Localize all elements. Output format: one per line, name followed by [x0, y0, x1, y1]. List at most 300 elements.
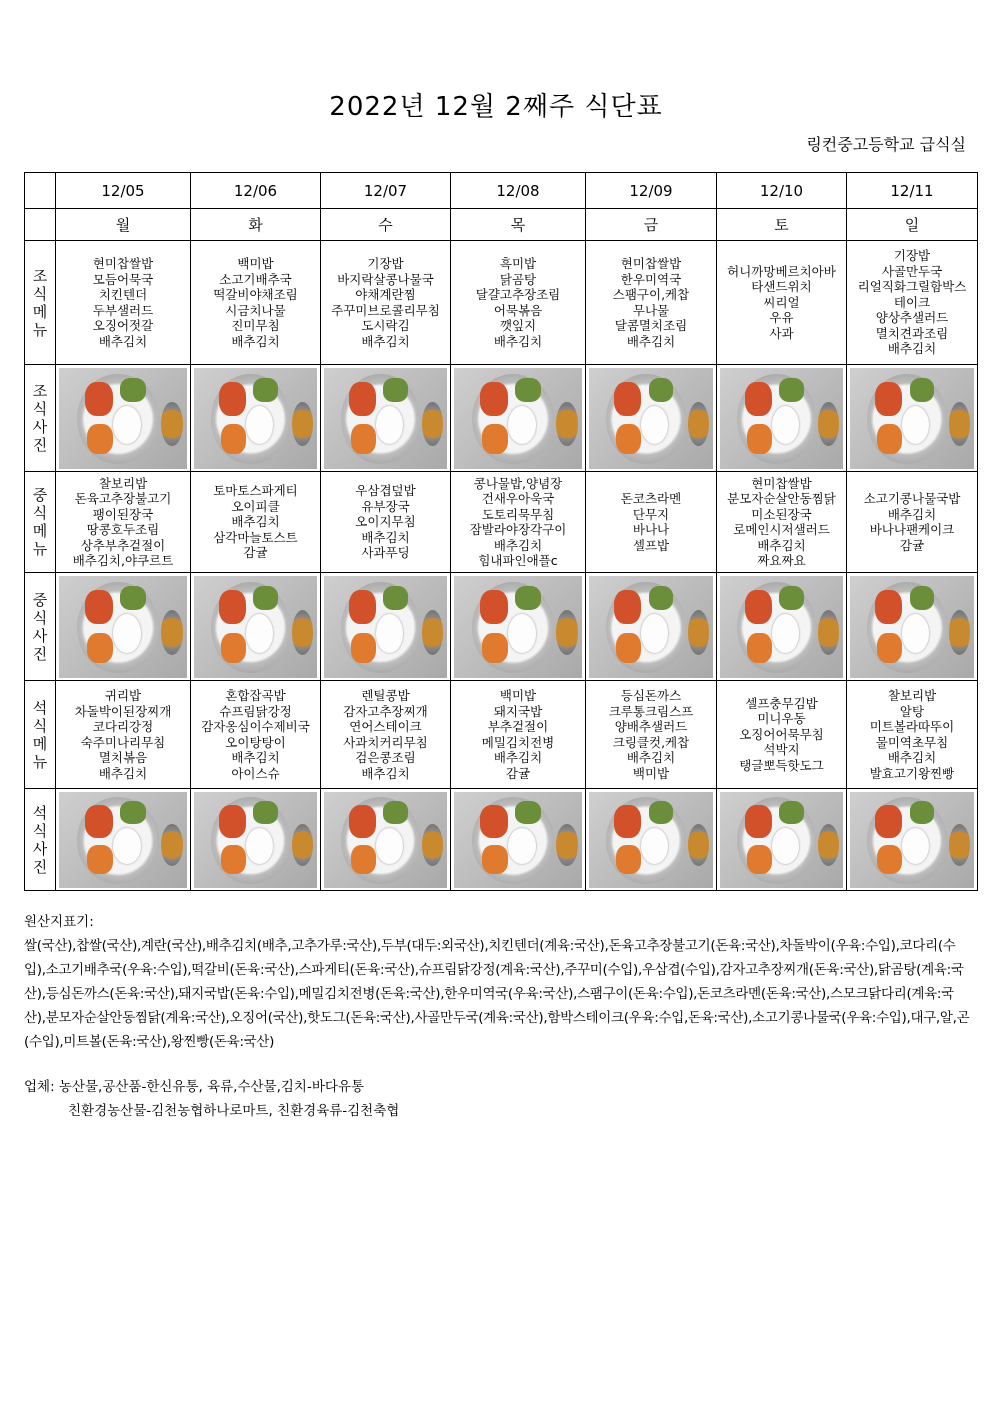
photo-cell — [847, 573, 978, 681]
food-rice — [772, 614, 799, 653]
menu-item: 토마토스파게티 — [213, 483, 298, 499]
food-soup — [818, 824, 839, 866]
menu-item: 허니까망베르치아바 — [727, 263, 836, 279]
menu-item: 양상추샐러드 — [875, 310, 949, 326]
menu-item: 발효고기왕찐빵 — [869, 765, 955, 781]
food-soup — [949, 610, 970, 655]
menu-item: 타샌드위치 — [751, 279, 812, 295]
food-soup — [292, 824, 313, 866]
meal-photo — [59, 792, 187, 888]
menu-item: 사과푸딩 — [361, 545, 410, 561]
food-rice — [246, 828, 273, 864]
row-label-char: 중 — [32, 590, 48, 609]
food-rice — [376, 614, 403, 653]
origin-heading: 원산지표기: — [24, 914, 94, 930]
food-c — [779, 801, 804, 824]
menu-item: 찰보리밥 — [98, 475, 148, 491]
menu-cell — [847, 241, 978, 365]
menu-item: 어묵볶음 — [493, 302, 543, 318]
food-rice — [376, 828, 403, 864]
menu-item: 배추김치 — [231, 514, 280, 530]
menu-item: 미니우동 — [757, 711, 806, 727]
menu-item: 유부장국 — [361, 498, 410, 514]
food-c — [515, 586, 541, 610]
vendor-line-1: 업체: 농산물,공산품-한신유통, 육류,수산물,김치-바다유통 — [24, 1079, 364, 1095]
menu-item: 기장밥 — [367, 256, 404, 271]
photo-cell — [321, 365, 451, 472]
menu-item: 시금치나물 — [225, 302, 286, 318]
menu-item: 돼지국밥 — [493, 703, 543, 719]
menu-item: 석박지 — [763, 742, 800, 758]
menu-item: 현미찹쌀밥 — [620, 256, 682, 271]
food-a — [745, 805, 772, 838]
food-c — [779, 378, 804, 402]
meal-photo — [59, 576, 187, 678]
weekday-cell: 화 — [191, 209, 321, 241]
meal-photo — [720, 576, 843, 678]
menu-cell — [586, 472, 717, 573]
row-label-char: 식 — [32, 504, 48, 522]
menu-item: 코다리강정 — [92, 719, 154, 734]
food-a — [745, 382, 772, 416]
food-rice — [376, 406, 403, 444]
food-a — [85, 805, 113, 838]
food-soup — [818, 610, 839, 655]
menu-item: 두부샐러드 — [92, 302, 154, 318]
food-soup — [556, 824, 578, 866]
menu-item: 바나나 — [632, 522, 670, 537]
menu-item: 단무지 — [632, 506, 670, 522]
row-label — [25, 472, 56, 573]
meal-photo — [589, 792, 713, 888]
weekday-cell: 토 — [717, 209, 847, 241]
food-soup — [292, 402, 313, 446]
menu-item: 배추김치 — [493, 750, 543, 765]
food-b — [482, 424, 508, 454]
menu-item: 연어스테이크 — [349, 719, 422, 734]
row-label-char: 조 — [32, 266, 48, 285]
food-b — [87, 424, 113, 454]
menu-item: 양배추샐러드 — [614, 719, 688, 734]
food-rice — [772, 828, 799, 864]
food-a — [614, 805, 641, 838]
date-cell: 12/06 — [191, 173, 321, 209]
food-rice — [772, 406, 799, 444]
menu-item: 삼각마늘토스트 — [213, 529, 298, 545]
row-label-char: 진 — [32, 644, 48, 663]
food-c — [515, 801, 541, 824]
row-label-char: 메 — [32, 302, 48, 321]
menu-item: 미소된장국 — [751, 506, 812, 522]
meal-photo — [324, 792, 447, 888]
menu-row — [25, 472, 978, 573]
menu-cell — [191, 472, 321, 573]
row-label-char: 석 — [32, 698, 48, 717]
photo-cell — [717, 789, 847, 891]
food-rice — [508, 614, 536, 653]
row-label-char: 사 — [32, 839, 48, 858]
food-c — [383, 586, 408, 610]
food-b — [616, 845, 641, 874]
menu-item: 씨리얼 — [763, 294, 800, 310]
menu-item: 감귤 — [505, 765, 531, 781]
photo-cell — [717, 365, 847, 472]
food-c — [779, 586, 804, 610]
row-label — [25, 789, 56, 891]
food-b — [877, 633, 902, 664]
menu-item: 등심돈까스 — [620, 688, 682, 703]
menu-cell — [321, 681, 451, 789]
menu-item: 오징어어묵무침 — [739, 726, 824, 742]
menu-item: 소고기배추국 — [219, 271, 292, 287]
menu-cell — [586, 681, 717, 789]
photo-cell — [586, 789, 717, 891]
meal-photo — [194, 368, 317, 469]
food-a — [349, 805, 376, 838]
menu-item: 달콤멸치조림 — [614, 318, 688, 333]
meal-photo — [324, 368, 447, 469]
meal-photo — [720, 792, 843, 888]
menu-cell — [847, 472, 978, 573]
food-b — [351, 845, 376, 874]
photo-cell — [56, 573, 191, 681]
weekday-cell: 금 — [586, 209, 717, 241]
menu-cell — [451, 681, 586, 789]
food-b — [87, 845, 113, 874]
menu-item: 테이크 — [893, 294, 931, 310]
menu-item: 렌틸콩밥 — [361, 688, 410, 703]
row-label-char: 사 — [32, 418, 48, 436]
menu-item: 오이지무침 — [355, 514, 416, 530]
row-label-char: 석 — [32, 803, 48, 822]
menu-item: 알탕 — [899, 703, 925, 719]
row-label-char: 식 — [32, 400, 48, 418]
food-rice — [508, 828, 536, 864]
menu-item: 아이스슈 — [231, 765, 280, 781]
row-label — [25, 681, 56, 789]
food-soup — [422, 824, 443, 866]
menu-item: 진미무침 — [231, 318, 280, 333]
food-a — [219, 805, 246, 838]
menu-item: 기장밥 — [893, 248, 931, 264]
menu-item: 잠발라야장각구이 — [469, 522, 567, 537]
school-name: 링컨중고등학교 급식실 — [806, 135, 966, 154]
food-a — [219, 382, 246, 416]
food-b — [221, 633, 246, 664]
menu-item: 흑미밥 — [499, 256, 537, 271]
menu-item: 로메인시저샐러드 — [733, 522, 830, 537]
menu-item: 도시락김 — [361, 318, 410, 333]
menu-item: 배추김치,야쿠르트 — [72, 553, 174, 568]
food-a — [480, 382, 508, 416]
row-label-char: 뉴 — [32, 540, 48, 558]
menu-item: 분모자순살안동찜닭 — [727, 491, 836, 506]
food-b — [351, 633, 376, 664]
menu-item: 미트볼라따뚜이 — [869, 719, 955, 734]
photo-cell — [56, 789, 191, 891]
photo-row — [25, 789, 978, 891]
menu-item: 배추김치 — [361, 529, 410, 545]
date-cell: 12/11 — [847, 173, 978, 209]
food-soup — [161, 402, 183, 446]
menu-item: 사과치커리무침 — [343, 734, 428, 750]
menu-item: 오이피클 — [231, 498, 280, 514]
menu-item: 깻잎지 — [499, 318, 537, 333]
row-label-char: 뉴 — [32, 752, 48, 771]
menu-item: 짜요짜요 — [757, 553, 806, 568]
menu-cell — [56, 681, 191, 789]
food-c — [383, 801, 408, 824]
food-b — [351, 424, 376, 454]
corner-cell — [25, 209, 56, 241]
menu-item: 떡갈비야채조림 — [213, 287, 298, 302]
vendor-info — [24, 1075, 399, 1123]
menu-item: 귀리밥 — [104, 688, 142, 703]
row-label-char: 식 — [32, 821, 48, 840]
food-rice — [113, 406, 141, 444]
menu-cell — [847, 681, 978, 789]
menu-item: 사과 — [769, 325, 794, 341]
menu-item: 배추김치 — [361, 765, 410, 781]
food-rice — [113, 614, 141, 653]
weekday-cell: 일 — [847, 209, 978, 241]
menu-item: 소고기콩나물국밥 — [863, 491, 961, 506]
food-c — [910, 801, 935, 824]
menu-item: 배추김치 — [887, 750, 937, 765]
food-c — [253, 801, 278, 824]
food-b — [747, 845, 772, 874]
date-row — [25, 173, 978, 209]
row-label — [25, 365, 56, 472]
photo-row — [25, 365, 978, 472]
menu-item: 현미찹쌀밥 — [92, 256, 154, 271]
menu-cell — [451, 241, 586, 365]
menu-item: 도토리묵무침 — [481, 506, 555, 522]
food-a — [875, 382, 902, 416]
photo-cell — [717, 573, 847, 681]
food-c — [515, 378, 541, 402]
meal-photo — [850, 576, 974, 678]
food-b — [482, 845, 508, 874]
food-c — [253, 378, 278, 402]
menu-item: 찰보리밥 — [887, 688, 937, 703]
food-a — [219, 590, 246, 625]
meal-photo — [850, 792, 974, 888]
menu-cell — [717, 681, 847, 789]
meal-photo — [454, 792, 582, 888]
menu-item: 치킨텐더 — [98, 287, 148, 302]
menu-item: 땅콩호두조림 — [86, 522, 160, 537]
row-label-char: 조 — [32, 382, 48, 400]
photo-cell — [321, 573, 451, 681]
photo-cell — [321, 789, 451, 891]
food-b — [87, 633, 113, 664]
photo-cell — [586, 365, 717, 472]
menu-cell — [321, 241, 451, 365]
menu-item: 야채계란찜 — [355, 287, 416, 302]
menu-item: 건새우아욱국 — [481, 491, 555, 506]
corner-cell — [25, 173, 56, 209]
photo-cell — [191, 789, 321, 891]
menu-item: 혼합잡곡밥 — [225, 688, 286, 703]
weekday-row — [25, 209, 978, 241]
food-soup — [818, 402, 839, 446]
food-a — [614, 590, 641, 625]
photo-cell — [451, 365, 586, 472]
meal-photo — [194, 792, 317, 888]
food-b — [747, 633, 772, 664]
photo-row — [25, 573, 978, 681]
menu-item: 오이탕탕이 — [225, 734, 286, 750]
menu-item: 배추김치 — [98, 333, 148, 349]
menu-item: 배추김치 — [887, 341, 937, 357]
menu-item: 무나물 — [632, 302, 670, 318]
food-a — [85, 382, 113, 416]
menu-item: 셀프충무김밥 — [745, 695, 818, 711]
row-label-char: 진 — [32, 857, 48, 876]
meal-plan-table — [24, 172, 978, 891]
row-label-char: 메 — [32, 522, 48, 540]
meal-photo — [589, 576, 713, 678]
menu-item: 슈프림닭강정 — [219, 703, 292, 719]
menu-item: 배추김치 — [887, 506, 937, 522]
food-soup — [422, 610, 443, 655]
menu-item: 리얼직화그릴함박스 — [857, 279, 967, 295]
food-soup — [292, 610, 313, 655]
food-a — [85, 590, 113, 625]
food-c — [383, 378, 408, 402]
food-a — [875, 805, 902, 838]
weekday-cell: 수 — [321, 209, 451, 241]
row-label-char: 메 — [32, 734, 48, 753]
menu-item: 스팸구이,케찹 — [612, 287, 690, 302]
food-b — [221, 424, 246, 454]
food-c — [120, 586, 146, 610]
food-b — [747, 424, 772, 454]
menu-item: 배추김치 — [231, 750, 280, 765]
menu-item: 감귤 — [899, 537, 925, 553]
menu-item: 배추김치 — [231, 333, 280, 349]
menu-item: 달걀고추장조림 — [475, 287, 561, 302]
food-a — [745, 590, 772, 625]
food-b — [616, 424, 641, 454]
row-label-char: 중 — [32, 486, 48, 504]
meal-photo — [589, 368, 713, 469]
menu-item: 차돌박이된장찌개 — [74, 703, 172, 719]
row-label-char: 진 — [32, 436, 48, 454]
row-label-char: 뉴 — [32, 320, 48, 339]
food-soup — [161, 610, 183, 655]
weekday-cell: 월 — [56, 209, 191, 241]
menu-item: 주꾸미브로콜리무침 — [331, 302, 440, 318]
menu-item: 바나나팬케이크 — [869, 522, 955, 537]
food-soup — [688, 610, 709, 655]
menu-item: 현미찹쌀밥 — [751, 475, 812, 491]
menu-item: 셀프밥 — [632, 537, 670, 553]
menu-item: 배추김치 — [361, 333, 410, 349]
food-b — [616, 633, 641, 664]
menu-row — [25, 681, 978, 789]
menu-item: 배추김치 — [757, 537, 806, 553]
menu-cell — [321, 472, 451, 573]
food-a — [614, 382, 641, 416]
food-soup — [161, 824, 183, 866]
menu-item: 멸치볶음 — [98, 750, 148, 765]
menu-item: 멸치견과조림 — [875, 325, 949, 341]
vendor-line-2: 친환경농산물-김천농협하나로마트, 친환경육류-김천축협 — [68, 1103, 400, 1119]
menu-cell — [56, 472, 191, 573]
date-cell: 12/08 — [451, 173, 586, 209]
food-b — [221, 845, 246, 874]
photo-cell — [586, 573, 717, 681]
menu-item: 감자고추장찌개 — [343, 703, 428, 719]
food-a — [480, 590, 508, 625]
menu-item: 모듬어묵국 — [92, 271, 154, 287]
menu-item: 배추김치 — [626, 333, 676, 349]
date-cell: 12/07 — [321, 173, 451, 209]
food-c — [120, 378, 146, 402]
food-a — [875, 590, 902, 625]
meal-photo — [454, 576, 582, 678]
food-rice — [246, 406, 273, 444]
menu-item: 사골만두국 — [881, 263, 943, 279]
food-c — [649, 378, 674, 402]
photo-cell — [451, 789, 586, 891]
menu-item: 배추김치 — [493, 333, 543, 349]
food-b — [877, 845, 902, 874]
menu-item: 크링클컷,케찹 — [612, 734, 690, 750]
menu-item: 오징어젓갈 — [92, 318, 154, 333]
date-cell: 12/10 — [717, 173, 847, 209]
photo-cell — [847, 365, 978, 472]
menu-item: 물미역초무침 — [875, 734, 949, 750]
menu-item: 배추김치 — [493, 537, 543, 553]
menu-cell — [451, 472, 586, 573]
meal-photo — [720, 368, 843, 469]
food-c — [120, 801, 146, 824]
date-cell: 12/05 — [56, 173, 191, 209]
menu-item: 크루통크림스프 — [608, 703, 694, 719]
menu-item: 부추겉절이 — [487, 719, 549, 734]
food-a — [480, 805, 508, 838]
menu-item: 콩나물밥,양념장 — [473, 475, 563, 491]
food-a — [349, 590, 376, 625]
menu-item: 우삼겹덮밥 — [355, 483, 416, 499]
menu-cell — [56, 241, 191, 365]
menu-item: 감자옹심이수제비국 — [201, 719, 310, 734]
menu-item: 배추김치 — [98, 765, 148, 781]
menu-item: 검은콩조림 — [355, 750, 416, 765]
menu-item: 백미밥 — [632, 765, 670, 781]
menu-item: 배추김치 — [626, 750, 676, 765]
food-soup — [556, 402, 578, 446]
food-c — [910, 378, 935, 402]
weekday-cell: 목 — [451, 209, 586, 241]
meal-photo — [454, 368, 582, 469]
menu-item: 감귤 — [243, 545, 268, 561]
menu-cell — [717, 472, 847, 573]
menu-item: 상추부추겉절이 — [80, 537, 166, 553]
row-label — [25, 241, 56, 365]
menu-item: 메밀김치전병 — [481, 734, 555, 750]
menu-cell — [191, 681, 321, 789]
menu-item: 팽이된장국 — [92, 506, 154, 522]
food-soup — [422, 402, 443, 446]
photo-cell — [451, 573, 586, 681]
menu-row — [25, 241, 978, 365]
page-title: 2022년 12월 2째주 식단표 — [329, 92, 663, 122]
menu-item: 백미밥 — [237, 256, 274, 271]
